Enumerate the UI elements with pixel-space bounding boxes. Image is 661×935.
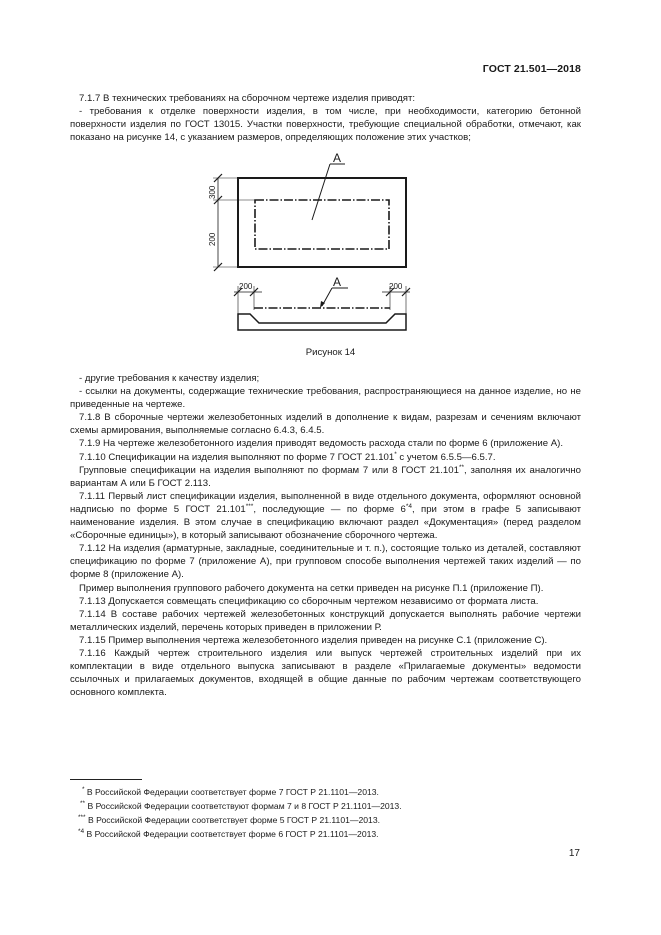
paragraph-other-requirements: - другие требования к качеству изделия; xyxy=(79,373,260,384)
label-a-bottom: А xyxy=(333,275,342,289)
paragraph-7-1-14: 7.1.14 В составе рабочих чертежей железобетонных конструкций допускается выполнять рабочие чертежи металлических изделий, перечень которых приведен в приложении Р. xyxy=(70,608,581,633)
paragraph-7-1-12: 7.1.12 На изделия (арматурные, закладные, соединительные и т. п.), состоящие только из деталей, составляют спецификацию по форме 7 (приложение А), при групповом способе выполнения чертежей таких изделий — по форме 8 (приложение А). xyxy=(70,543,581,581)
footnote-1: * В Российской Федерации соответствует форме 7 ГОСТ Р 21.1101—2013. xyxy=(82,786,379,797)
paragraph-7-1-11: 7.1.11 Первый лист спецификации изделия, выполненной в виде отдельного документа, оформляют основной надписью по форме 5 ГОСТ 21.101***, последующие — по форме 6$^{*4}$, при этом в графе 5 записывают наименование изделия. В этом случае в спецификацию включают раздел «Документация» (перед разделом «Сборочные единицы»), в который записывают обозначение сборочного чертежа. xyxy=(70,490,582,542)
footnote-4: $^{*4}$ В Российской Федерации соответствует форме 6 ГОСТ Р 21.1101—2013. xyxy=(78,828,379,840)
paragraph-7-1-15: 7.1.15 Пример выполнения чертежа железобетонного изделия приведен на рисунке С.1 (приложение С). xyxy=(79,634,548,646)
paragraph-7-1-16: 7.1.16 Каждый чертеж строительного изделия или выпуск чертежей строительных изделий при их комплектации в виде отдельного выпуска записывают в разделе «Прилагаемые документы» ведомости ссылочных и прилагаемых документов, входящей в общие данные по рабочим чертежам соответствующего основного комплекта. xyxy=(70,647,581,699)
text-block-2 xyxy=(70,372,581,699)
page-number: 17 xyxy=(568,848,580,859)
side-view-outline xyxy=(238,314,406,330)
footnote-ref-2: ** xyxy=(458,463,464,471)
leader-line-top xyxy=(312,164,330,220)
footnote-2: ** В Российской Федерации соответствуют формам 7 и 8 ГОСТ Р 21.1101—2013. xyxy=(80,800,402,812)
figure-caption: Рисунок 14 xyxy=(305,347,356,358)
footnote-separator xyxy=(70,779,142,780)
dimension-200-vertical: 200 xyxy=(208,232,217,246)
dimension-300: 300 xyxy=(208,185,217,199)
paragraph-document-references: - ссылки на документы, содержащие технические требования, распространяющиеся на данное изделие, но не приведенные на чертеже. xyxy=(70,386,581,411)
dimension-200-left: 200 xyxy=(239,282,253,291)
dimension-200-right: 200 xyxy=(389,282,403,291)
paragraph-7-1-9: 7.1.9 На чертеже железобетонного изделия приводят ведомость расхода стали по форме 6 (приложение А). xyxy=(79,438,563,450)
footnotes xyxy=(70,785,402,841)
figure-14-drawing xyxy=(200,150,440,340)
standard-code: ГОСТ 21.501—2018 xyxy=(482,63,581,75)
paragraph-7-1-7: 7.1.7 В технических требованиях на сборочном чертеже изделия приводят: xyxy=(79,93,416,104)
text-block-1 xyxy=(70,92,581,144)
footnote-ref-3: *** xyxy=(245,502,254,510)
paragraph-surface-requirements: - требования к отделке поверхности изделия, в том числе, при необходимости, категорию бетонной поверхности изделия по ГОСТ 13015. Участки поверхности, требующие специальной обработки, отмечают, как показано на рисунке 14, с указанием размеров, определяющих положение этих участков; xyxy=(70,106,581,144)
plan-outline xyxy=(238,178,406,267)
footnote-ref-4: *4 xyxy=(405,502,413,510)
label-a-top: А xyxy=(333,151,342,165)
paragraph-7-1-13: 7.1.13 Допускается совмещать спецификацию со сборочным чертежом независимо от формата листа. xyxy=(79,595,539,607)
footnote-3: *** В Российской Федерации соответствует форме 5 ГОСТ Р 21.1101—2013. xyxy=(78,814,380,826)
paragraph-group-specs: Групповые спецификации на изделия выполняют по формам 7 или 8 ГОСТ 21.101**, заполняя их аналогично вариантам А или Б ГОСТ 2.113. xyxy=(70,463,581,489)
paragraph-example-p1: Пример выполнения группового рабочего документа на сетки приведен на рисунке П.1 (приложение П). xyxy=(79,582,544,594)
paragraph-7-1-10: 7.1.10 Спецификации на изделия выполняют по форме 7 ГОСТ 21.101* с учетом 6.5.5—6.5.7. xyxy=(79,450,496,463)
footnote-ref-1: * xyxy=(394,450,397,458)
treated-zone-outline xyxy=(255,200,389,249)
paragraph-7-1-8: 7.1.8 В сборочные чертежи железобетонных изделий в дополнение к видам, разрезам и сечениям включают схемы армирования, выполняемые согласно 6.4.3, 6.4.5. xyxy=(70,412,581,437)
